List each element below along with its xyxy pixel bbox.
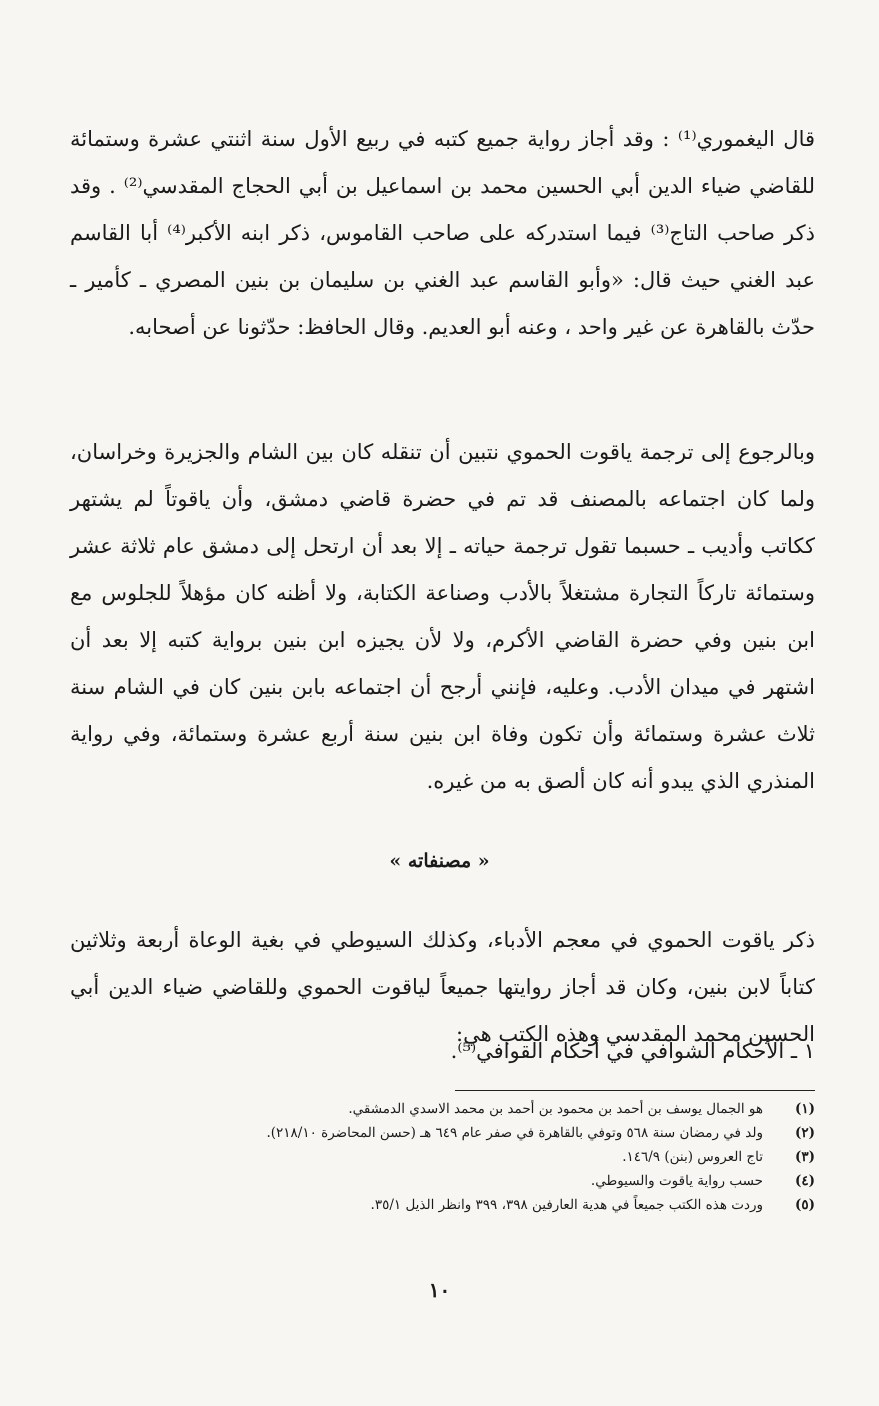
footnote-number: (١) <box>794 1101 815 1117</box>
paragraph-works-intro: ذكر ياقوت الحموي في معجم الأدباء، وكذلك السيوطي في بغية الوعاة أربعة وثلاثين كتاباً لابن بنين، وكان قد أجاز روايتها جميعاً لياقوت الحموي وللقاضي ضياء الدين أبي الحسين محمد المقدسي وهذه الكتب هي: <box>70 928 815 1046</box>
footnote-text: ولد في رمضان سنة ٥٦٨ وتوفي بالقاهرة في صفر عام ٦٤٩ هـ (حسن المحاضرة ٢١٨/١٠). <box>266 1125 763 1141</box>
footnotes <box>55 1097 815 1217</box>
footnote-number: (٢) <box>794 1125 815 1141</box>
footnote-text: وردت هذه الكتب جميعاً في هدية العارفين ٣٩٨، ٣٩٩ وانظر الذيل ٣٥/١. <box>370 1197 763 1213</box>
footnote-1 <box>55 1097 815 1121</box>
list-item-book-1: ١ ـ الأحكام الشوافي في أحكام القوافي⁽⁵⁾. <box>450 1039 815 1063</box>
footnote-text: هو الجمال يوسف بن أحمد بن محمود بن أحمد بن محمد الاسدي الدمشقي. <box>348 1101 763 1117</box>
footnote-4 <box>55 1169 815 1193</box>
footnote-3 <box>55 1145 815 1169</box>
section-heading-works: « مصنفاته » <box>389 850 490 872</box>
paragraph-yaqut-biography: وبالرجوع إلى ترجمة ياقوت الحموي نتبين أن تنقله كان بين الشام والجزيرة وخراسان، ولما كان اجتماعه بالمصنف قد تم في حضرة قاضي دمشق، وأن ياقوتاً لم يشتهر ككاتب وأديب ـ حسبما تقول ترجمة حياته ـ إلا بعد أن ارتحل إلى دمشق عام ثلاثة عشر وستمائة تاركاً التجارة مشتغلاً بالأدب وصناعة الكتابة، ولا أظنه كان مؤهلاً للجلوس مع ابن بنين وفي حضرة القاضي الأكرم، ولا لأن يجيزه ابن بنين برواية كتبه إلا بعد أن اشتهر في ميدان الأدب. وعليه، فإنني أرجح أن اجتماعه بابن بنين كان في الشام سنة ثلاث عشرة وستمائة وأن تكون وفاة ابن بنين سنة أربع عشرة وستمائة، وفي رواية المنذري الذي يبدو أنه كان ألصق به من غيره. <box>70 440 815 793</box>
footnote-number: (٣) <box>794 1149 815 1165</box>
footnote-2 <box>55 1121 815 1145</box>
footnote-number: (٤) <box>794 1173 815 1189</box>
page-number: ١٠ <box>428 1278 451 1302</box>
footnote-divider <box>455 1090 815 1091</box>
footnote-text: حسب رواية ياقوت والسيوطي. <box>590 1173 763 1189</box>
footnote-text: تاج العروس (بنن) ١٤٦/٩. <box>622 1149 763 1165</box>
footnote-number: (٥) <box>794 1197 815 1213</box>
footnote-5 <box>55 1193 815 1217</box>
paragraph-yaghmuri: قال اليغموري⁽¹⁾ : وقد أجاز رواية جميع كتبه في ربيع الأول سنة اثنتي عشرة وستمائة للقاضي ضياء الدين أبي الحسين محمد بن اسماعيل بن أبي الحجاج المقدسي⁽²⁾ . وقد ذكر صاحب التاج⁽³⁾ فيما استدركه على صاحب القاموس، ذكر ابنه الأكبر⁽⁴⁾ أبا القاسم عبد الغني حيث قال: «وأبو القاسم عبد الغني بن سليمان بن بنين المصري ـ كأمير ـ حدّث بالقاهرة عن غير واحد ، وعنه أبو العديم. وقال الحافظ: حدّثونا عن أصحابه. <box>70 127 816 339</box>
